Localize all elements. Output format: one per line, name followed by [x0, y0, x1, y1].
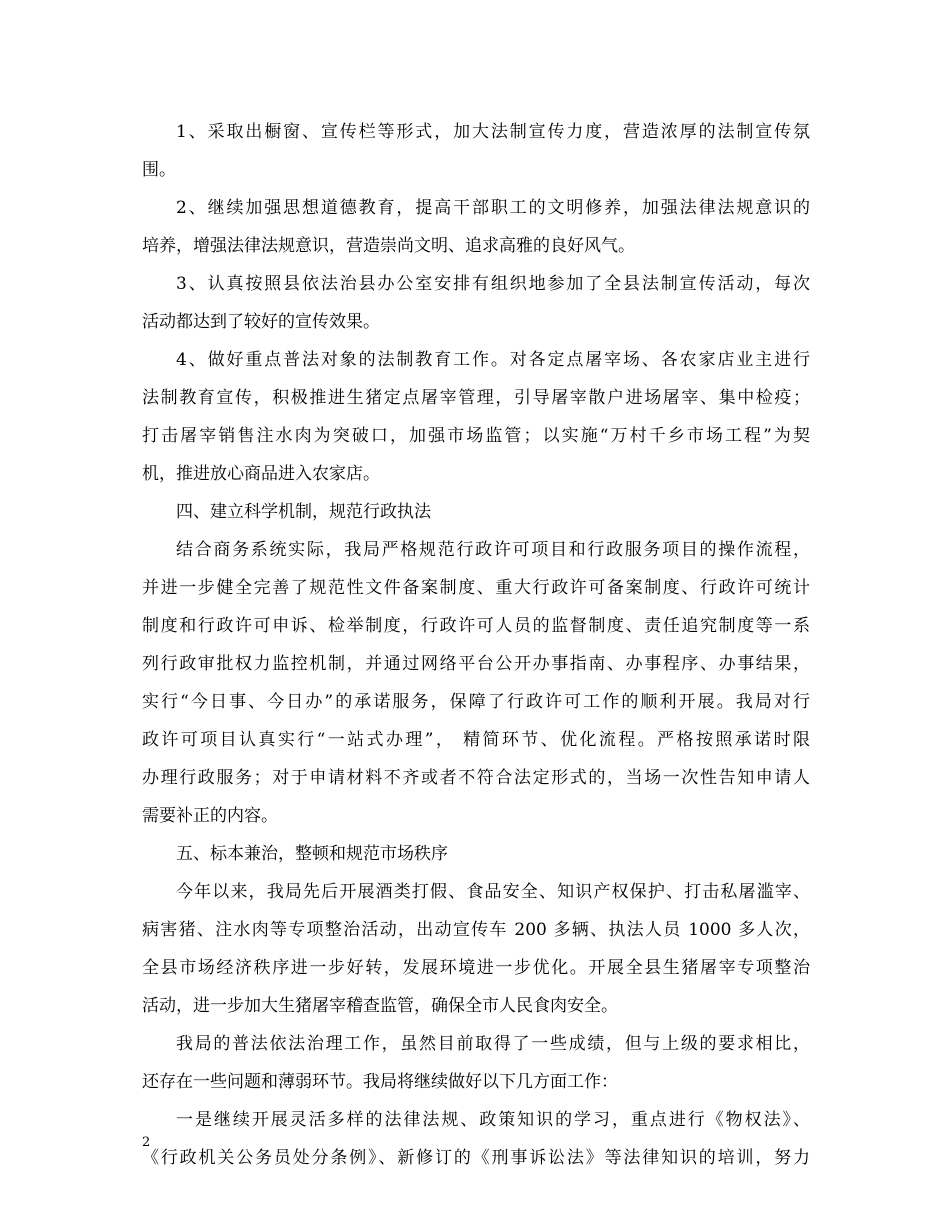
- text-line: 一是继续开展灵活多样的法律法规、政策知识的学习，重点进行《物权法》、: [176, 1110, 810, 1130]
- text-line: 实行“今日事、今日办”的承诺服务，保障了行政许可工作的顺利开展。我局对行: [142, 692, 810, 712]
- text-line: 打击屠宰销售注水肉为突破口，加强市场监管；以实施“万村千乡市场工程”为契: [142, 426, 810, 446]
- text-line: 1、采取出橱窗、宣传栏等形式，加大法制宣传力度，营造浓厚的法制宣传氛: [176, 122, 810, 142]
- text-line: 结合商务系统实际，我局严格规范行政许可项目和行政服务项目的操作流程，: [176, 540, 810, 560]
- text-line: 机，推进放心商品进入农家店。: [142, 464, 380, 484]
- paragraph-item-6: [142, 873, 810, 1025]
- text-line: 我局的普法依法治理工作，虽然目前取得了一些成绩，但与上级的要求相比，: [176, 1034, 810, 1054]
- paragraph-item-1: [142, 113, 810, 189]
- text-line: 制度和行政许可申诉、检举制度，行政许可人员的监督制度、责任追究制度等一系: [142, 616, 810, 636]
- text-line: 活动都达到了较好的宣传效果。: [142, 312, 380, 332]
- text-line: 3、认真按照县依法治县办公室安排有组织地参加了全县法制宣传活动，每次: [176, 274, 810, 294]
- paragraph-item-2: [142, 189, 810, 265]
- section-heading-text: 四、建立科学机制，规范行政执法: [176, 502, 431, 522]
- text-line: 还存在一些问题和薄弱环节。我局将继续做好以下几方面工作：: [142, 1072, 618, 1092]
- text-line: 法制教育宣传，积极推进生猪定点屠宰管理，引导屠宰散户进场屠宰、集中检疫；: [142, 388, 810, 408]
- text-line: 病害猪、注水肉等专项整治活动，出动宣传车 200 多辆、执法人员 1000 多人次，: [142, 920, 810, 940]
- text-line: 《行政机关公务员处分条例》、新修订的《刑事诉讼法》等法律知识的培训，努力: [142, 1148, 810, 1168]
- page-number: 2: [142, 1135, 151, 1150]
- text-line: 2、继续加强思想道德教育，提高干部职工的文明修养，加强法律法规意识的: [176, 198, 810, 218]
- text-line: 并进一步健全完善了规范性文件备案制度、重大行政许可备案制度、行政许可统计: [142, 578, 810, 598]
- text-line: 培养，增强法律法规意识，营造崇尚文明、追求高雅的良好风气。: [142, 236, 635, 256]
- text-line: 办理行政服务；对于申请材料不齐或者不符合法定形式的，当场一次性告知申请人: [142, 768, 810, 788]
- text-line: 列行政审批权力监控机制，并通过网络平台公开办事指南、办事程序、办事结果，: [142, 654, 810, 674]
- text-line: 围。: [142, 160, 176, 180]
- text-line: 4、做好重点普法对象的法制教育工作。对各定点屠宰场、各农家店业主进行: [176, 350, 810, 370]
- section-heading-five: [142, 835, 810, 873]
- text-line: 全县市场经济秩序进一步好转，发展环境进一步优化。开展全县生猪屠宰专项整治: [142, 958, 810, 978]
- text-line: 需要补正的内容。: [142, 806, 278, 826]
- text-line: 政许可项目认真实行“一站式办理”， 精简环节、优化流程。严格按照承诺时限: [142, 730, 810, 750]
- section-heading-four: [142, 493, 810, 531]
- paragraph-item-5: [142, 531, 810, 835]
- paragraph-item-4: [142, 341, 810, 493]
- paragraph-item-8: [142, 1101, 810, 1177]
- document-body: [142, 113, 810, 1177]
- text-line: 活动，进一步加大生猪屠宰稽查监管，确保全市人民食肉安全。: [142, 996, 618, 1016]
- paragraph-item-3: [142, 265, 810, 341]
- section-heading-text: 五、标本兼治，整顿和规范市场秩序: [176, 844, 448, 864]
- paragraph-item-7: [142, 1025, 810, 1101]
- text-line: 今年以来，我局先后开展酒类打假、食品安全、知识产权保护、打击私屠滥宰、: [176, 882, 810, 902]
